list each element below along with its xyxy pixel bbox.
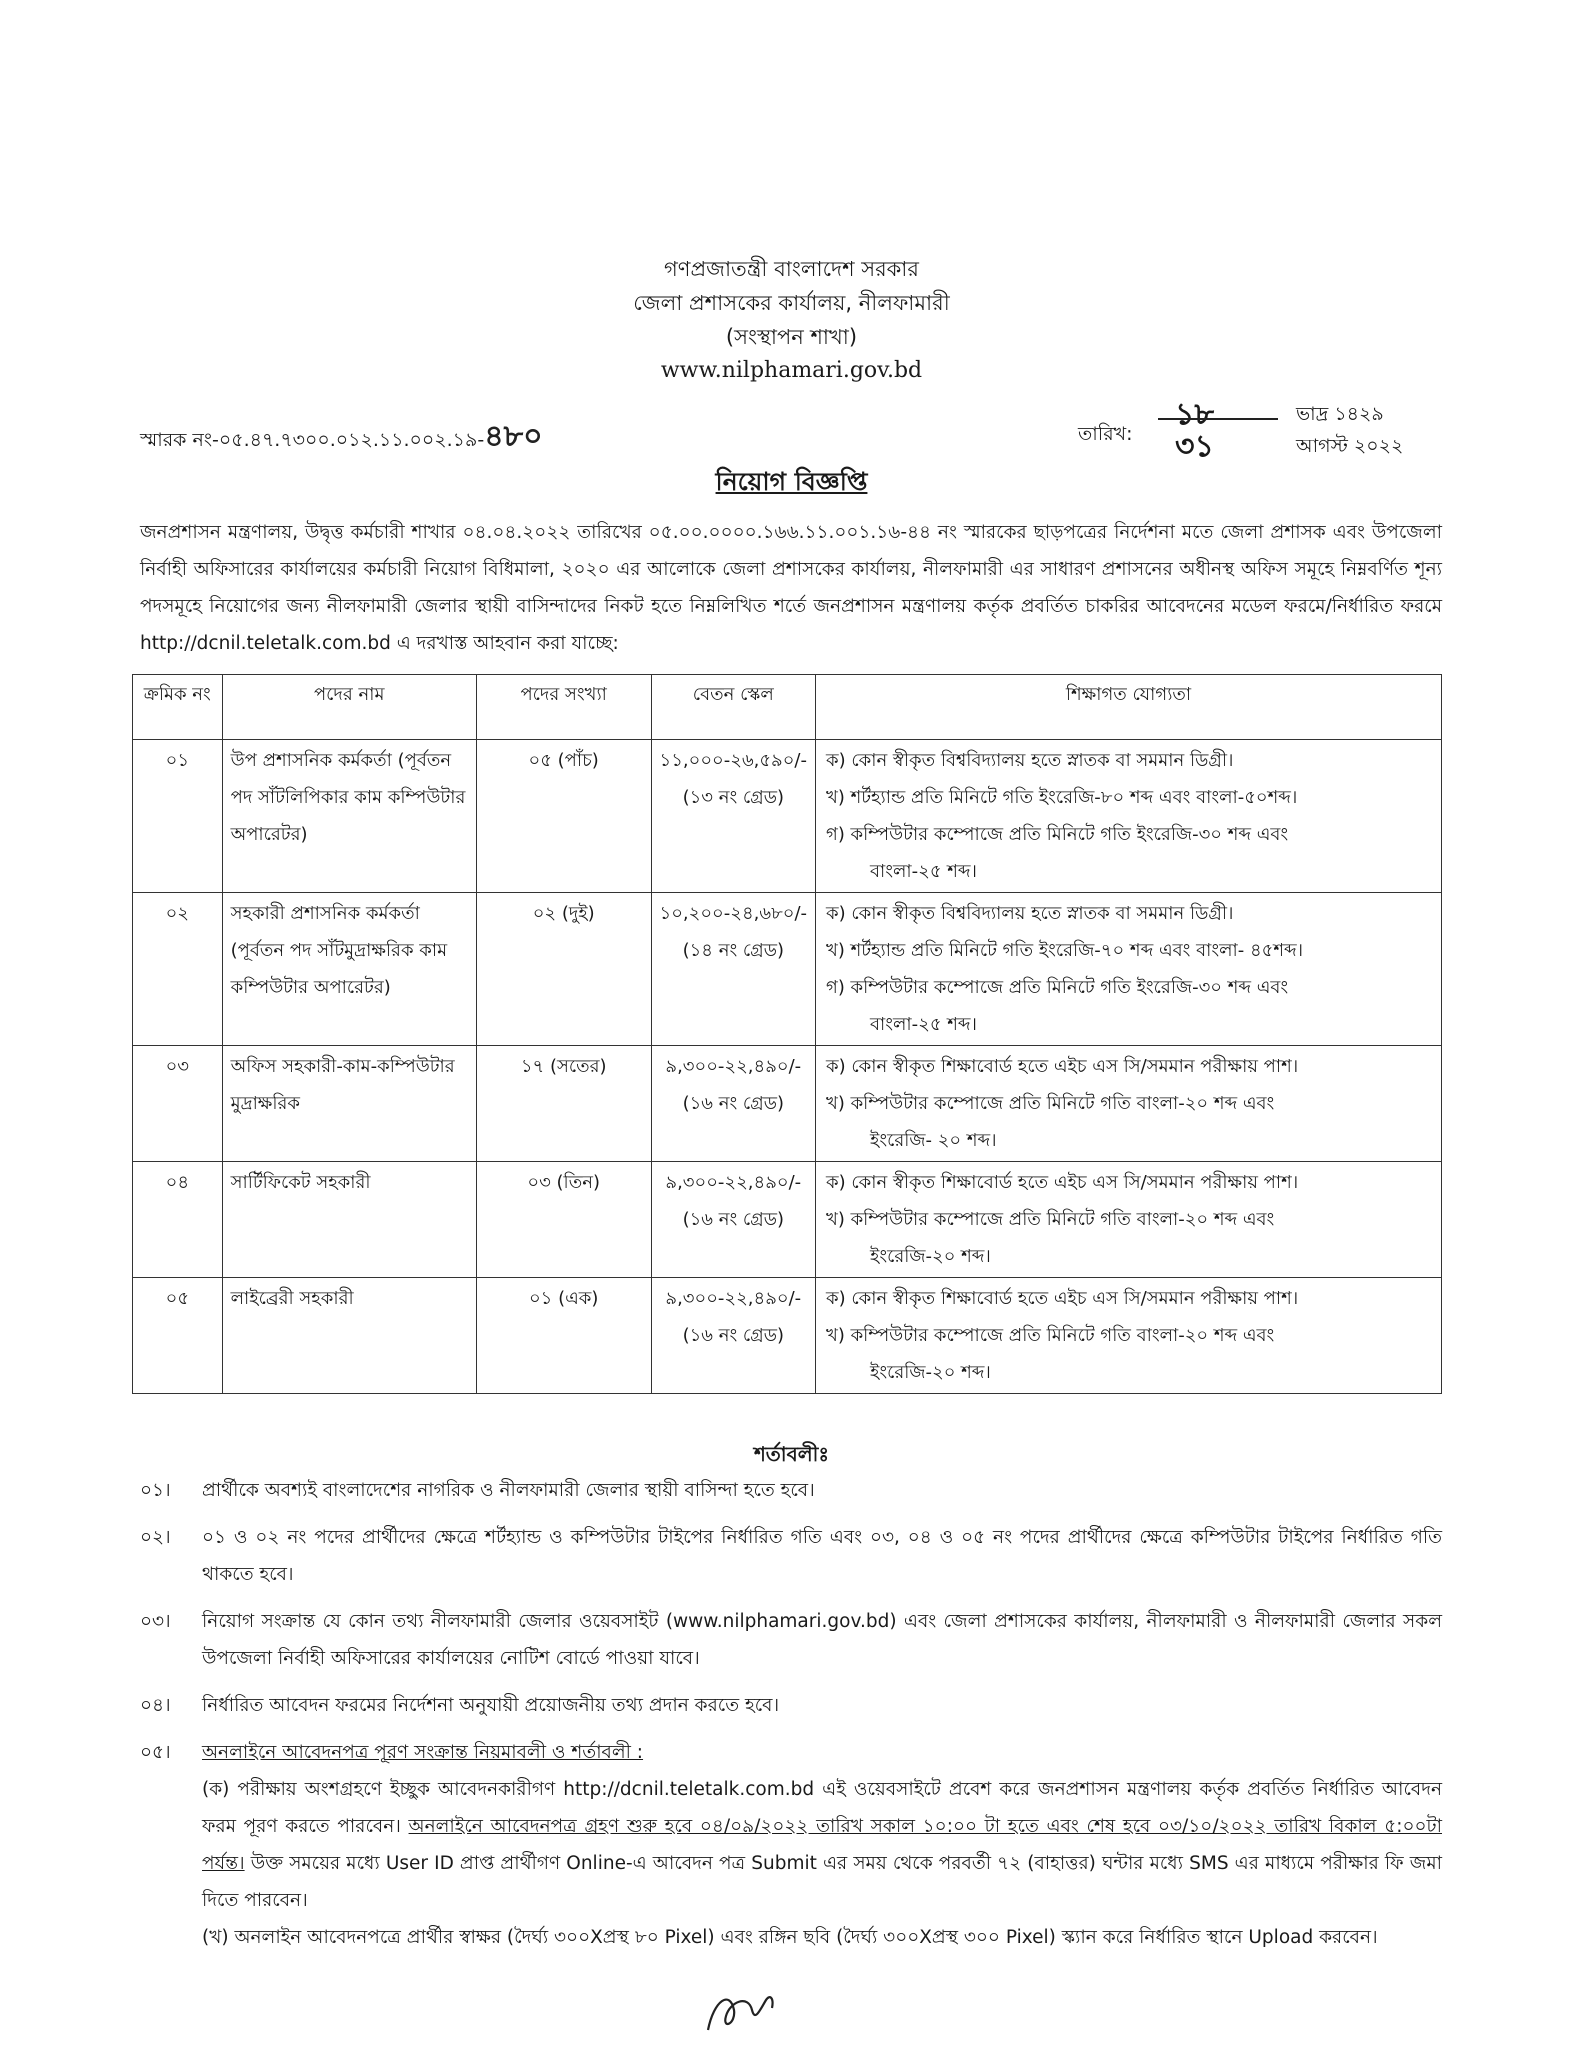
row-serial: ০১ [133, 740, 223, 893]
col-serial: ক্রমিক নং [133, 675, 223, 740]
date-month-english: আগস্ট ২০২২ [1296, 435, 1404, 457]
term-item [140, 1603, 1442, 1677]
table-row [133, 1046, 1442, 1162]
online-term-ka: (ক) পরীক্ষায় অংশগ্রহণে ইচ্ছুক আবেদনকারীগণ http://dcnil.teletalk.com.bd এই ওয়েবসাইটে প্রবেশ করে জনপ্রশাসন মন্ত্রণালয় কর্তৃক প্রবর্তিত নির্ধারিত আবেদন ফরম পূরণ করতে পারবেন। অনলাইনে আবেদনপত্র গ্রহণ শুরু হবে ০৪/০৯/২০২২ তারিখ সকাল ১০:০০ টা হতে এবং শেষ হবে ০৩/১০/২০২২ তারিখ বিকাল ৫:০০টা পর্যন্ত। উক্ত সময়ের মধ্যে User ID প্রাপ্ত প্রার্থীগণ Online-এ আবেদন পত্র Submit এর সময় থেকে পরবর্তী ৭২ (বাহাত্তর) ঘন্টার মধ্যে SMS এর মাধ্যমে পরীক্ষার ফি জমা দিতে পারবেন। [202, 1779, 1442, 1911]
row-post: সার্টিফিকেট সহকারী [222, 1162, 476, 1278]
row-scale: ৯,৩০০-২২,৪৯০/- (১৬ নং গ্রেড) [651, 1278, 815, 1394]
term-item [140, 1519, 1442, 1593]
col-qualification: শিক্ষাগত যোগ্যতা [816, 675, 1442, 740]
memo-handwritten-number: ৪৮০ [484, 419, 543, 454]
row-qualification: ক) কোন স্বীকৃত বিশ্ববিদ্যালয় হতে স্নাতক বা সমমান ডিগ্রী। খ) শর্টহ্যান্ড প্রতি মিনিটে গতি ইংরেজি-৭০ শব্দ এবং বাংলা- ৪৫শব্দ। গ) কম্পিউটার কম্পোজে প্রতি মিনিটে গতি ইংরেজি-৩০ শব্দ এবং বাংলা-২৫ শব্দ। [816, 893, 1442, 1046]
term-number: ০৩। [140, 1611, 171, 1632]
intro-paragraph: জনপ্রশাসন মন্ত্রণালয়, উদ্বৃত্ত কর্মচারী শাখার ০৪.০৪.২০২২ তারিখের ০৫.০০.০০০০.১৬৬.১১.০০১.১৬-৪৪ নং স্মারকের ছাড়পত্রের নির্দেশনা মতে জেলা প্রশাসক এবং উপজেলা নির্বাহী অফিসারের কার্যালয়ের কর্মচারী নিয়োগ বিধিমালা, ২০২০ এর আলোকে জেলা প্রশাসকের কার্যালয়, নীলফামারী এর সাধারণ প্রশাসনের অধীনস্থ অফিস সমূহে নিম্নবর্ণিত শূন্য পদসমূহে নিয়োগের জন্য নীলফামারী জেলার স্থায়ী বাসিন্দাদের নিকট হতে নিম্নলিখিত শর্তে জনপ্রশাসন মন্ত্রণালয় কর্তৃক প্রবর্তিত চাকরির আবেদনের মডেল ফরমে/নির্ধারিত ফরমে http://dcnil.teletalk.com.bd এ দরখাস্ত আহবান করা যাচ্ছে: [140, 522, 1442, 654]
table-row [133, 1278, 1442, 1394]
col-scale: বেতন স্কেল [651, 675, 815, 740]
date-divider [1158, 418, 1278, 420]
row-count: ০৩ (তিন) [476, 1162, 651, 1278]
government-name: গণপ্রজাতন্ত্রী বাংলাদেশ সরকার [664, 257, 919, 281]
date-day-bangla: ১৮ [1175, 397, 1214, 432]
row-count: ০১ (এক) [476, 1278, 651, 1394]
row-count: ১৭ (সতের) [476, 1046, 651, 1162]
office-name: জেলা প্রশাসকের কার্যালয়, নীলফামারী [633, 291, 950, 315]
online-term-kha: (খ) অনলাইন আবেদনপত্রে প্রার্থীর স্বাক্ষর (দৈর্ঘ্য ৩০০Xপ্রস্থ ৮০ Pixel) এবং রঙ্গিন ছবি (দৈর্ঘ্য ৩০০Xপ্রস্থ ৩০০ Pixel) স্ক্যান করে নির্ধারিত স্থানে Upload করবেন। [202, 1927, 1378, 1948]
signature-mark [700, 1980, 780, 2042]
row-scale: ৯,৩০০-২২,৪৯০/- (১৬ নং গ্রেড) [651, 1046, 815, 1162]
memo-label: স্মারক নং-০৫.৪৭.৭৩০০.০১২.১১.০০২.১৯- [140, 429, 485, 451]
row-count: ০৫ (পাঁচ) [476, 740, 651, 893]
table-row [133, 740, 1442, 893]
term-item [140, 1687, 1442, 1724]
table-row [133, 893, 1442, 1046]
row-qualification: ক) কোন স্বীকৃত শিক্ষাবোর্ড হতে এইচ এস সি/সমমান পরীক্ষায় পাশ। খ) কম্পিউটার কম্পোজে প্রতি মিনিটে গতি বাংলা-২০ শব্দ এবং ইংরেজি- ২০ শব্দ। [816, 1046, 1442, 1162]
term-text: ০১ ও ০২ নং পদের প্রার্থীদের ক্ষেত্রে শর্টহ্যান্ড ও কম্পিউটার টাইপের নির্ধারিত গতি এবং ০৩, ০৪ ও ০৫ নং পদের প্রার্থীদের ক্ষেত্রে কম্পিউটার টাইপের নির্ধারিত গতি থাকতে হবে। [202, 1527, 1442, 1585]
row-post: সহকারী প্রশাসনিক কর্মকর্তা (পূর্বতন পদ সাঁটমুদ্রাক্ষরিক কাম কম্পিউটার অপারেটর) [222, 893, 476, 1046]
row-serial: ০৫ [133, 1278, 223, 1394]
row-qualification: ক) কোন স্বীকৃত বিশ্ববিদ্যালয় হতে স্নাতক বা সমমান ডিগ্রী। খ) শর্টহ্যান্ড প্রতি মিনিটে গতি ইংরেজি-৮০ শব্দ এবং বাংলা-৫০শব্দ। গ) কম্পিউটার কম্পোজে প্রতি মিনিটে গতি ইংরেজি-৩০ শব্দ এবং বাংলা-২৫ শব্দ। [816, 740, 1442, 893]
vacancy-table [132, 674, 1442, 1394]
row-qualification: ক) কোন স্বীকৃত শিক্ষাবোর্ড হতে এইচ এস সি/সমমান পরীক্ষায় পাশ। খ) কম্পিউটার কম্পোজে প্রতি মিনিটে গতি বাংলা-২০ শব্দ এবং ইংরেজি-২০ শব্দ। [816, 1278, 1442, 1394]
row-post: লাইব্রেরী সহকারী [222, 1278, 476, 1394]
section-name: (সংস্থাপন শাখা) [725, 325, 858, 349]
date-label: তারিখ: [1078, 423, 1133, 445]
row-count: ০২ (দুই) [476, 893, 651, 1046]
row-serial: ০৪ [133, 1162, 223, 1278]
term-text: নির্ধারিত আবেদন ফরমের নির্দেশনা অনুযায়ী প্রয়োজনীয় তথ্য প্রদান করতে হবে। [202, 1695, 780, 1716]
letterhead [0, 252, 1583, 388]
row-post: অফিস সহকারী-কাম-কম্পিউটার মুদ্রাক্ষরিক [222, 1046, 476, 1162]
row-serial: ০২ [133, 893, 223, 1046]
row-qualification: ক) কোন স্বীকৃত শিক্ষাবোর্ড হতে এইচ এস সি/সমমান পরীক্ষায় পাশ। খ) কম্পিউটার কম্পোজে প্রতি মিনিটে গতি বাংলা-২০ শব্দ এবং ইংরেজি-২০ শব্দ। [816, 1162, 1442, 1278]
row-scale: ১০,২০০-২৪,৬৮০/- (১৪ নং গ্রেড) [651, 893, 815, 1046]
term-item-online [140, 1734, 1442, 1956]
row-post: উপ প্রশাসনিক কর্মকর্তা (পূর্বতন পদ সাঁটলিপিকার কাম কম্পিউটার অপারেটর) [222, 740, 476, 893]
term-number: ০৫। [140, 1742, 171, 1763]
term-number: ০৪। [140, 1695, 171, 1716]
col-post: পদের নাম [222, 675, 476, 740]
term-text: নিয়োগ সংক্রান্ত যে কোন তথ্য নীলফামারী জেলার ওয়েবসাইট (www.nilphamari.gov.bd) এবং জেলা প্রশাসকের কার্যালয়, নীলফামারী ও নীলফামারী জেলার সকল উপজেলা নির্বাহী অফিসারের কার্যালয়ের নোটিশ বোর্ডে পাওয়া যাবে। [202, 1611, 1442, 1669]
row-serial: ০৩ [133, 1046, 223, 1162]
office-website: www.nilphamari.gov.bd [660, 358, 923, 383]
date-month-bangla: ভাদ্র ১৪২৯ [1296, 403, 1384, 425]
online-terms-heading: অনলাইনে আবেদনপত্র পূরণ সংক্রান্ত নিয়মাবলী ও শর্তাবলী : [202, 1742, 644, 1763]
term-text: প্রার্থীকে অবশ্যই বাংলাদেশের নাগরিক ও নীলফামারী জেলার স্থায়ী বাসিন্দা হতে হবে। [202, 1480, 815, 1501]
notice-title: নিয়োগ বিজ্ঞপ্তি [715, 467, 868, 496]
term-number: ০২। [140, 1527, 171, 1548]
memo-number [140, 412, 543, 463]
terms-list [140, 1462, 1442, 1956]
col-count: পদের সংখ্যা [476, 675, 651, 740]
row-scale: ১১,০০০-২৬,৫৯০/- (১৩ নং গ্রেড) [651, 740, 815, 893]
term-number: ০১। [140, 1480, 171, 1501]
application-period: অনলাইনে আবেদনপত্র গ্রহণ শুরু হবে ০৪/০৯/২০২২ তারিখ সকাল ১০:০০ টা হতে এবং শেষ হবে ০৩/১০/২০২২ তারিখ বিকাল ৫:০০টা পর্যন্ত। [202, 1816, 1442, 1874]
table-row [133, 1162, 1442, 1278]
term-item [140, 1472, 1442, 1509]
table-header-row [133, 675, 1442, 740]
terms-heading: শর্তাবলীঃ [753, 1442, 830, 1466]
row-scale: ৯,৩০০-২২,৪৯০/- (১৬ নং গ্রেড) [651, 1162, 815, 1278]
date-day-english: ৩১ [1175, 429, 1214, 464]
